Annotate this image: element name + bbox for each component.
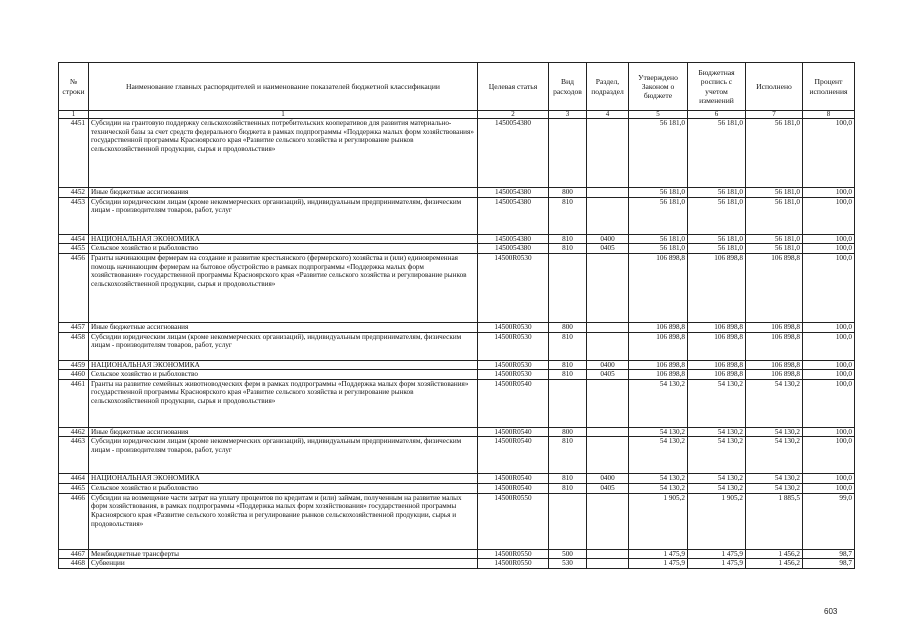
row-name: Сельское хозяйство и рыболовство [89,484,478,494]
row-number: 4462 [59,427,89,437]
row-section: 0405 [587,484,629,494]
row-executed-value: 56 181,0 [746,234,803,244]
row-target-article: 1450054380 [478,244,549,254]
row-name: Субсидии юридическим лицам (кроме некоммерческих организаций), индивидуальным предпринимателям, физическим лицам - производителям товаров, работ, услуг [89,197,478,234]
row-executed-value: 56 181,0 [746,244,803,254]
row-approved-value: 54 130,2 [629,484,688,494]
row-section [587,437,629,474]
row-approved-value: 54 130,2 [629,379,688,427]
row-percent-value: 100,0 [803,360,855,370]
row-name: Иные бюджетные ассигнования [89,188,478,198]
row-approved-value: 56 181,0 [629,244,688,254]
table-row [59,188,855,198]
row-budget-value: 106 898,8 [688,253,746,322]
row-number: 4455 [59,244,89,254]
table-row [59,474,855,484]
row-expense-type [549,119,587,188]
col-header-approved: Утверждено Законом о бюджете [629,63,688,111]
row-budget-value: 106 898,8 [688,370,746,380]
row-target-article: 14500R0550 [478,549,549,559]
row-number: 4458 [59,332,89,360]
row-number: 4467 [59,549,89,559]
row-executed-value: 106 898,8 [746,322,803,332]
row-percent-value: 100,0 [803,253,855,322]
row-approved-value: 1 905,2 [629,493,688,549]
header-row [59,63,855,111]
column-number: 3 [549,111,587,119]
row-approved-value: 54 130,2 [629,474,688,484]
row-name: Субсидии на грантовую поддержку сельскохозяйственных потребительских кооперативов для развития материально-технической базы за счет средств федерального бюджета в рамках подпрограммы «Поддержка малых форм хозяйствования» государственной программы Красноярского края «Развитие сельского хозяйства и регулирование рынков сельскохозяйственной продукции, сырья и продовольствия» [89,119,478,188]
table-row [59,493,855,549]
row-name: Гранты начинающим фермерам на создание и развитие крестьянского (фермерского) хозяйства и (или) единовременная помощь начинающим фермерам на бытовое обустройство в рамках подпрограммы «Поддержка малых форм хозяйствования» государственной программы Красноярского края «Развитие сельского хозяйства и регулирование рынков сельскохозяйственной продукции, сырья и продовольствия» [89,253,478,322]
row-number: 4454 [59,234,89,244]
row-expense-type [549,493,587,549]
row-budget-value: 106 898,8 [688,332,746,360]
row-percent-value: 100,0 [803,474,855,484]
col-header-percent: Процент исполнения [803,63,855,111]
row-expense-type: 810 [549,484,587,494]
row-number: 4463 [59,437,89,474]
row-section: 0400 [587,234,629,244]
row-percent-value: 98,7 [803,559,855,569]
row-budget-value: 1 475,9 [688,549,746,559]
row-executed-value: 106 898,8 [746,370,803,380]
row-target-article: 1450054380 [478,188,549,198]
row-name: Межбюджетные трансферты [89,549,478,559]
col-header-budget-schedule: Бюджетная роспись с учетом изменений [688,63,746,111]
row-number: 4453 [59,197,89,234]
table-row [59,437,855,474]
row-expense-type: 810 [549,360,587,370]
row-section [587,559,629,569]
row-executed-value: 1 885,5 [746,493,803,549]
table-row [59,322,855,332]
column-number: 4 [587,111,629,119]
row-name: Гранты на развитие семейных животноводческих ферм в рамках подпрограммы «Поддержка малых форм хозяйствования» государственной программы Красноярского края «Развитие сельского хозяйства и регулирование рынков сельскохозяйственной продукции, сырья и продовольствия» [89,379,478,427]
row-expense-type: 810 [549,197,587,234]
row-executed-value: 1 456,2 [746,559,803,569]
row-executed-value: 54 130,2 [746,379,803,427]
row-percent-value: 100,0 [803,322,855,332]
row-number: 4468 [59,559,89,569]
row-name: Субсидии на возмещение части затрат на уплату процентов по кредитам и (или) займам, полученным на развитие малых форм хозяйствования, в рамках подпрограммы «Поддержка малых форм хозяйствования» государственной программы Красноярского края «Развитие сельского хозяйства и регулирование рынков сельскохозяйственной продукции, сырья и продовольствия» [89,493,478,549]
row-percent-value: 100,0 [803,370,855,380]
column-number: 6 [688,111,746,119]
row-percent-value: 100,0 [803,188,855,198]
row-expense-type [549,253,587,322]
table-row [59,549,855,559]
row-target-article: 14500R0550 [478,559,549,569]
table-row [59,332,855,360]
row-number: 4466 [59,493,89,549]
row-executed-value: 106 898,8 [746,332,803,360]
row-executed-value: 54 130,2 [746,427,803,437]
row-name: Сельское хозяйство и рыболовство [89,370,478,380]
row-expense-type [549,379,587,427]
col-header-target-article: Целевая статья [478,63,549,111]
row-percent-value: 100,0 [803,119,855,188]
row-section [587,332,629,360]
row-section: 0400 [587,360,629,370]
row-budget-value: 54 130,2 [688,484,746,494]
table-row [59,379,855,427]
row-expense-type: 800 [549,427,587,437]
row-approved-value: 56 181,0 [629,197,688,234]
row-number: 4451 [59,119,89,188]
row-section: 0405 [587,370,629,380]
row-number: 4457 [59,322,89,332]
table-row [59,197,855,234]
row-expense-type: 500 [549,549,587,559]
row-number: 4459 [59,360,89,370]
page-number: 603 [824,607,838,616]
col-header-section: Раздел, подраздел [587,63,629,111]
row-target-article: 14500R0540 [478,379,549,427]
row-name: Иные бюджетные ассигнования [89,427,478,437]
row-name: НАЦИОНАЛЬНАЯ ЭКОНОМИКА [89,234,478,244]
table-row [59,370,855,380]
row-percent-value: 100,0 [803,197,855,234]
row-number: 4456 [59,253,89,322]
table-row [59,244,855,254]
row-target-article: 14500R0530 [478,322,549,332]
row-executed-value: 106 898,8 [746,253,803,322]
column-number: 8 [803,111,855,119]
table-row [59,234,855,244]
row-target-article: 14500R0530 [478,332,549,360]
row-budget-value: 54 130,2 [688,474,746,484]
row-approved-value: 106 898,8 [629,332,688,360]
table-row [59,119,855,188]
column-number: 2 [478,111,549,119]
row-section [587,188,629,198]
row-section: 0400 [587,474,629,484]
row-budget-value: 106 898,8 [688,360,746,370]
table-row [59,559,855,569]
column-number: 5 [629,111,688,119]
row-target-article: 14500R0530 [478,370,549,380]
row-executed-value: 1 456,2 [746,549,803,559]
row-percent-value: 100,0 [803,244,855,254]
table-row [59,427,855,437]
row-executed-value: 54 130,2 [746,474,803,484]
col-header-expense-type: Вид расходов [549,63,587,111]
row-executed-value: 54 130,2 [746,484,803,494]
row-target-article: 14500R0540 [478,484,549,494]
column-number: 7 [746,111,803,119]
row-budget-value: 1 475,9 [688,559,746,569]
row-expense-type: 810 [549,234,587,244]
row-percent-value: 100,0 [803,332,855,360]
row-target-article: 14500R0530 [478,360,549,370]
row-percent-value: 98,7 [803,549,855,559]
table-row [59,360,855,370]
row-expense-type: 810 [549,244,587,254]
row-budget-value: 56 181,0 [688,234,746,244]
row-number: 4452 [59,188,89,198]
row-section [587,322,629,332]
row-expense-type: 800 [549,322,587,332]
row-name: НАЦИОНАЛЬНАЯ ЭКОНОМИКА [89,474,478,484]
row-name: Субвенции [89,559,478,569]
row-budget-value: 106 898,8 [688,322,746,332]
row-number: 4460 [59,370,89,380]
table-row [59,484,855,494]
row-section [587,253,629,322]
row-approved-value: 106 898,8 [629,370,688,380]
row-budget-value: 54 130,2 [688,379,746,427]
budget-table [58,62,855,569]
row-section [587,197,629,234]
row-expense-type: 800 [549,188,587,198]
row-number: 4465 [59,484,89,494]
row-percent-value: 100,0 [803,234,855,244]
row-approved-value: 1 475,9 [629,559,688,569]
row-budget-value: 56 181,0 [688,119,746,188]
row-percent-value: 99,0 [803,493,855,549]
table-row [59,253,855,322]
col-header-executed: Исполнено [746,63,803,111]
row-name: Субсидии юридическим лицам (кроме некоммерческих организаций), индивидуальным предпринимателям, физическим лицам - производителям товаров, работ, услуг [89,437,478,474]
row-name: НАЦИОНАЛЬНАЯ ЭКОНОМИКА [89,360,478,370]
row-percent-value: 100,0 [803,379,855,427]
column-number-row [59,111,855,119]
row-percent-value: 100,0 [803,427,855,437]
col-header-row-number: № строки [59,63,89,111]
row-section: 0405 [587,244,629,254]
row-executed-value: 54 130,2 [746,437,803,474]
row-approved-value: 56 181,0 [629,234,688,244]
row-target-article: 1450054380 [478,234,549,244]
row-approved-value: 1 475,9 [629,549,688,559]
column-number: 1 [59,111,89,119]
row-section [587,549,629,559]
row-number: 4464 [59,474,89,484]
row-name: Иные бюджетные ассигнования [89,322,478,332]
row-approved-value: 56 181,0 [629,188,688,198]
row-section [587,379,629,427]
row-approved-value: 54 130,2 [629,437,688,474]
row-executed-value: 56 181,0 [746,197,803,234]
row-percent-value: 100,0 [803,437,855,474]
row-budget-value: 56 181,0 [688,244,746,254]
row-section [587,427,629,437]
row-approved-value: 56 181,0 [629,119,688,188]
row-section [587,493,629,549]
row-expense-type: 810 [549,474,587,484]
row-percent-value: 100,0 [803,484,855,494]
row-target-article: 14500R0540 [478,437,549,474]
row-budget-value: 54 130,2 [688,437,746,474]
row-approved-value: 106 898,8 [629,360,688,370]
row-target-article: 1450054380 [478,197,549,234]
row-expense-type: 810 [549,370,587,380]
row-approved-value: 54 130,2 [629,427,688,437]
row-target-article: 14500R0550 [478,493,549,549]
row-budget-value: 56 181,0 [688,197,746,234]
row-section [587,119,629,188]
row-approved-value: 106 898,8 [629,253,688,322]
row-name: Сельское хозяйство и рыболовство [89,244,478,254]
row-approved-value: 106 898,8 [629,322,688,332]
row-budget-value: 54 130,2 [688,427,746,437]
row-name: Субсидии юридическим лицам (кроме некоммерческих организаций), индивидуальным предпринимателям, физическим лицам - производителям товаров, работ, услуг [89,332,478,360]
column-number: 1 [89,111,478,119]
row-budget-value: 1 905,2 [688,493,746,549]
row-target-article: 14500R0540 [478,474,549,484]
row-expense-type: 810 [549,437,587,474]
col-header-name: Наименование главных распорядителей и наименование показателей бюджетной классификации [89,63,478,111]
row-target-article: 14500R0540 [478,427,549,437]
row-target-article: 14500R0530 [478,253,549,322]
row-executed-value: 56 181,0 [746,119,803,188]
row-number: 4461 [59,379,89,427]
row-executed-value: 106 898,8 [746,360,803,370]
row-executed-value: 56 181,0 [746,188,803,198]
row-expense-type: 810 [549,332,587,360]
row-budget-value: 56 181,0 [688,188,746,198]
row-target-article: 1450054380 [478,119,549,188]
row-expense-type: 530 [549,559,587,569]
